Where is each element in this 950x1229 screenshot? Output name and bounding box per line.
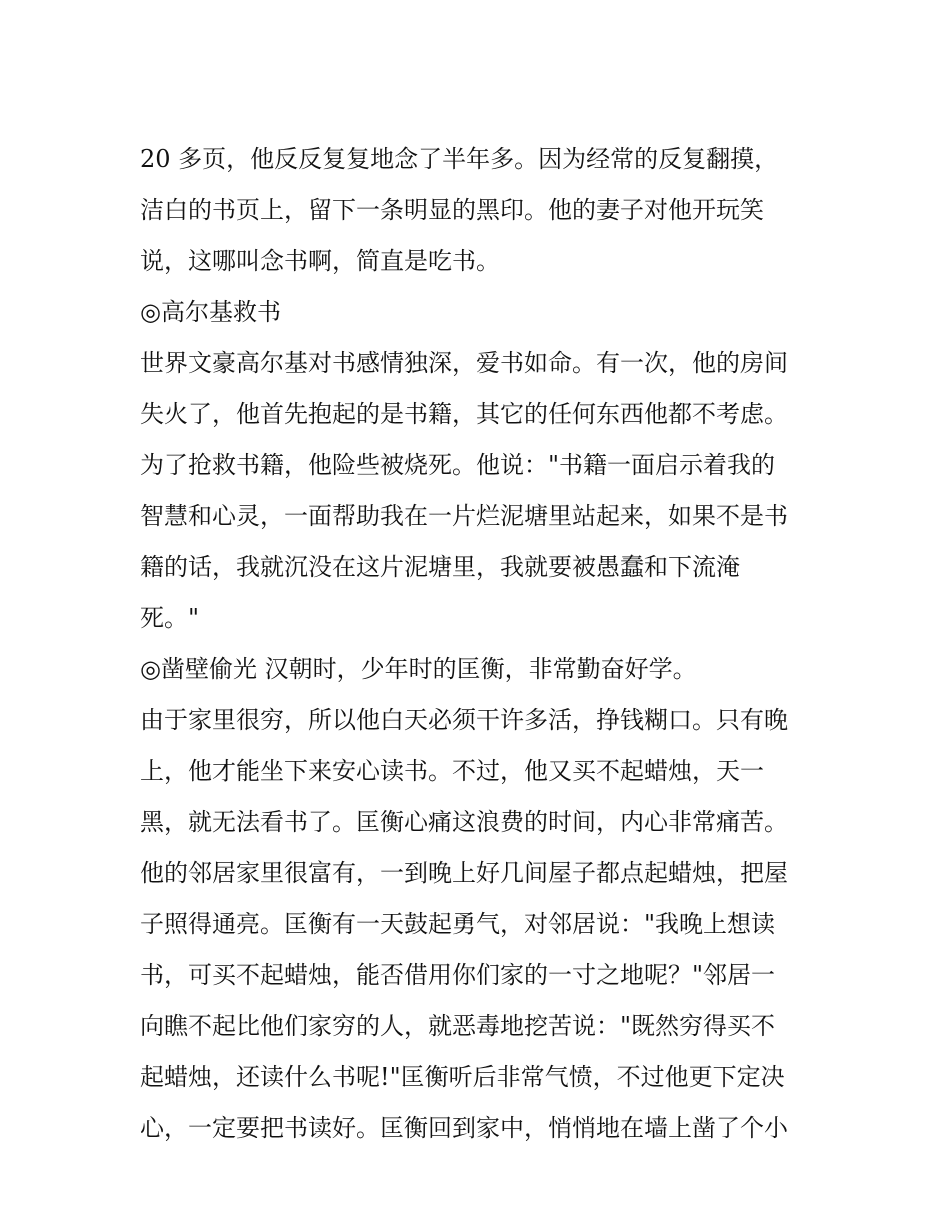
text-line: 为了抢救书籍，他险些被烧死。他说："书籍一面启示着我的 xyxy=(140,451,776,479)
text-line: 向瞧不起比他们家穷的人，就恶毒地挖苦说："既然穷得买不 xyxy=(140,1012,776,1040)
body-text xyxy=(140,134,830,1154)
text-line: 上，他才能坐下来安心读书。不过，他又买不起蜡烛，天一 xyxy=(140,757,764,785)
text-line: 世界文豪高尔基对书感情独深，爱书如命。有一次，他的房间 xyxy=(140,349,788,377)
text-line: 子照得通亮。匡衡有一天鼓起勇气，对邻居说："我晚上想读 xyxy=(140,910,776,938)
text-line: 起蜡烛，还读什么书呢!"匡衡听后非常气愤，不过他更下定决 xyxy=(140,1063,785,1091)
text-line: 他的邻居家里很富有，一到晚上好几间屋子都点起蜡烛，把屋 xyxy=(140,859,788,887)
text-line: 书，可买不起蜡烛，能否借用你们家的一寸之地呢？"邻居一 xyxy=(140,961,776,989)
text-line: 洁白的书页上，留下一条明显的黑印。他的妻子对他开玩笑 xyxy=(140,196,764,224)
section-heading: ◎高尔基救书 xyxy=(140,298,281,326)
text-line: 死。" xyxy=(140,604,200,632)
text-line: 20 多页，他反反复复地念了半年多。因为经常的反复翻摸， xyxy=(140,145,779,173)
section-heading: ◎凿壁偷光 汉朝时，少年时的匡衡，非常勤奋好学。 xyxy=(140,655,697,683)
text-line: 由于家里很穷，所以他白天必须干许多活，挣钱糊口。只有晚 xyxy=(140,706,788,734)
text-line: 智慧和心灵，一面帮助我在一片烂泥塘里站起来，如果不是书 xyxy=(140,502,788,530)
text-line: 黑，就无法看书了。匡衡心痛这浪费的时间，内心非常痛苦。 xyxy=(140,808,788,836)
text-line: 说，这哪叫念书啊，简直是吃书。 xyxy=(140,247,500,275)
text-line: 失火了，他首先抱起的是书籍，其它的任何东西他都不考虑。 xyxy=(140,400,788,428)
text-line: 籍的话，我就沉没在这片泥塘里，我就要被愚蠢和下流淹 xyxy=(140,553,740,581)
text-line: 心，一定要把书读好。匡衡回到家中，悄悄地在墙上凿了个小 xyxy=(140,1114,788,1142)
